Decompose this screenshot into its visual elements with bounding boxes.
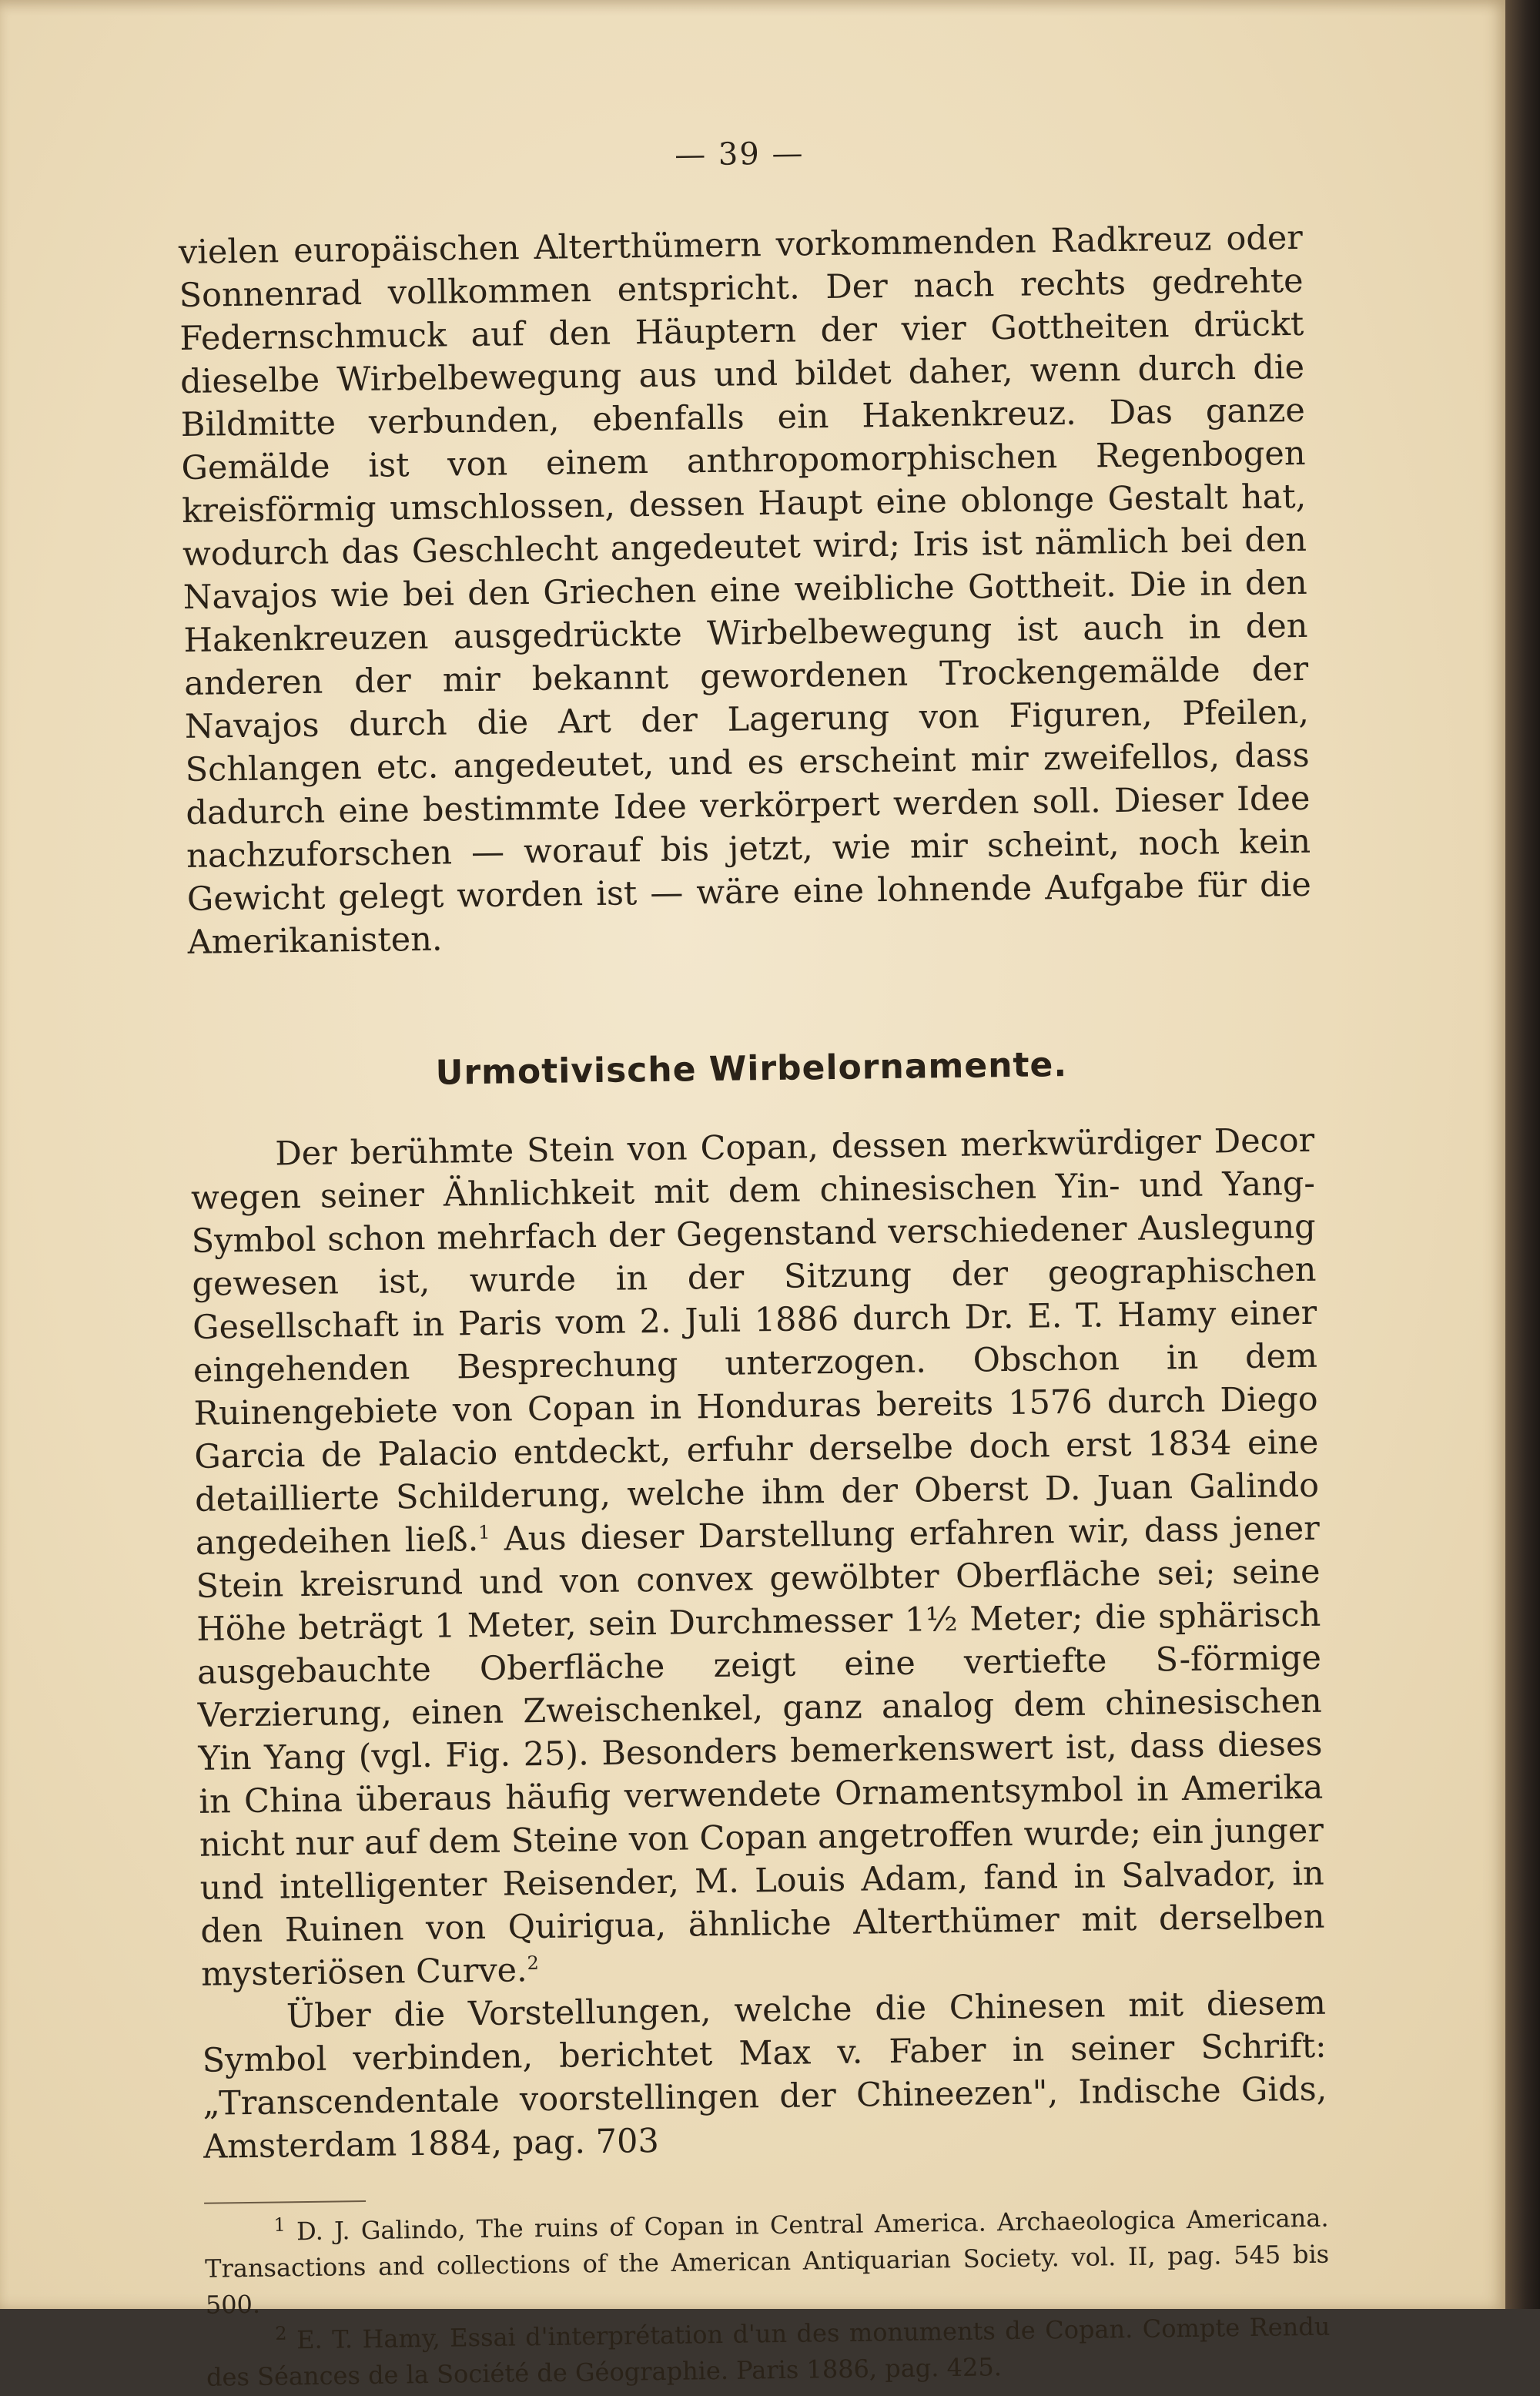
footnote-2-text: E. T. Hamy, Essai d'interprétation d'un des monuments de Copan. Compte Rendu des Séances de la Société de Géographie. Paris 1886, pag. 425. — [206, 2311, 1331, 2392]
paragraph-faber: Über die Vorstellungen, welche die Chinesen mit diesem Symbol verbinden, berichtet Max v. Faber in seiner Schrift: „Transcendentale voorstellingen der Chineezen", Indische Gids, Amsterdam 1884, pag. 703 — [202, 1983, 1327, 2166]
text-block — [177, 124, 1331, 2396]
paragraph-continuation: vielen europäischen Alterthümern vorkommenden Radkreuz oder Sonnenrad vollkommen entspricht. Der nach rechts gedrehte Federnschmuck auf den Häuptern der vier Gottheiten drückt dieselbe Wirbelbewegung aus und bildet daher, wenn durch die Bildmitte verbunden, ebenfalls ein Hakenkreuz. Das ganze Gemälde ist von einem anthropomorphischen Regenbogen kreisförmig umschlossen, dessen Haupt eine oblonge Gestalt hat, wodurch das Geschlecht angedeutet wird; Iris ist nämlich bei den Navajos wie bei den Griechen eine weibliche Gottheit. Die in den Hakenkreuzen ausgedrückte Wirbelbewegung ist auch in den anderen der mir bekannt gewordenen Trockengemälde der Navajos durch die Art der Lagerung von Figuren, Pfeilen, Schlangen etc. angedeutet, und es erscheint mir zweifellos, dass dadurch eine bestimmte Idee verkörpert werden soll. Dieser Idee nachzuforschen — worauf bis jetzt, wie mir scheint, noch kein Gewicht gelegt worden ist — wäre eine lohnende Aufgabe für die Amerikanisten. — [178, 218, 1312, 962]
paragraph-copan-stone — [190, 1119, 1326, 1996]
footnote-2 — [206, 2309, 1331, 2396]
footnote-ref-1: 1 — [477, 1521, 490, 1543]
footnote-1-text: D. J. Galindo, The ruins of Copan in Central America. Archaeologica Americana. Transactions and collections of the American Antiquarian Society. vol. II, pag. 545 bis 500. — [204, 2203, 1330, 2320]
section-heading: Urmotivische Wirbelornamente. — [435, 1044, 1068, 1093]
footnote-1 — [204, 2200, 1330, 2324]
footnote-divider — [204, 2200, 366, 2204]
paragraph-copan-stone-part-b: Aus dieser Darstellung erfahren wir, dass jener Stein kreisrund und von convex gewölbter Oberfläche sei; seine Höhe beträgt 1 Meter, sein Durchmesser 1½ Meter; die sphärisch ausgebauchte Oberfläche zeigt eine vertiefte S-förmige Verzierung, einen Zweischenkel, ganz analog dem chinesischen Yin Yang (vgl. Fig. 25). Besonders bemerkenswert ist, dass dieses in China überaus häufig verwendete Ornamentsymbol in Amerika nicht nur auf dem Steine von Copan angetroffen wurde; ein junger und intelligenter Reisender, M. Louis Adam, fand in Salvador, in den Ruinen von Quirigua, ähnliche Alterthümer mit derselben mysteriösen Curve. — [196, 1509, 1325, 1994]
paragraph-copan-stone-part-a: Der berühmte Stein von Copan, dessen merkwürdiger Decor wegen seiner Ähnlichkeit mit dem chinesischen Yin- und Yang-Symbol schon mehrfach der Gegenstand verschiedener Auslegung gewesen ist, wurde in der Sitzung der geographischen Gesellschaft in Paris vom 2. Juli 1886 durch Dr. E. T. Hamy einer eingehenden Besprechung unterzogen. Obschon in dem Ruinengebiete von Copan in Honduras bereits 1576 durch Diego Garcia de Palacio entdeckt, erfuhr derselbe doch erst 1834 eine detaillierte Schilderung, welche ihm der Oberst D. Juan Galindo angedeihen ließ. — [190, 1121, 1320, 1563]
footnote-ref-2: 2 — [527, 1952, 540, 1974]
book-spine-edge — [1505, 0, 1540, 2309]
footnote-2-marker: 2 — [275, 2322, 287, 2344]
footnote-1-marker: 1 — [273, 2213, 286, 2236]
page-number: — 39 — — [674, 136, 805, 173]
